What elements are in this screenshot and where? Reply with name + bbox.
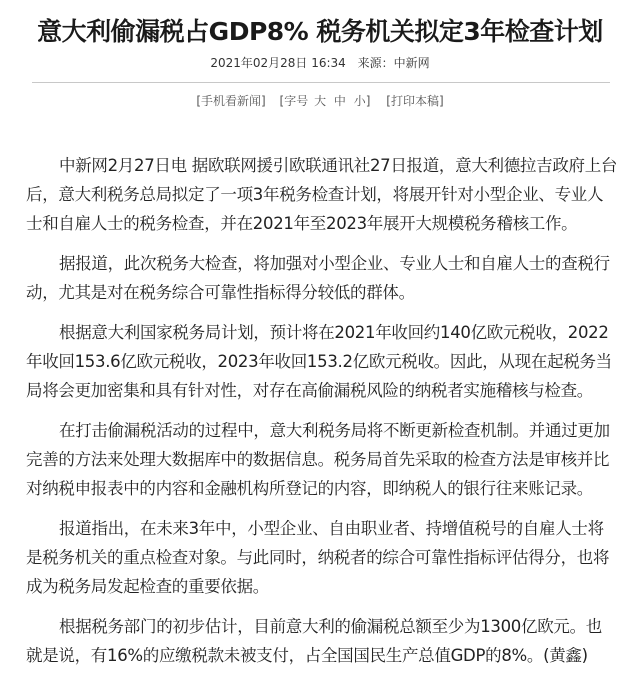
publish-date: 2021年02月28日 16:34 — [210, 56, 346, 70]
font-size-medium[interactable]: 中 — [333, 94, 346, 108]
divider — [32, 82, 610, 83]
paragraph: 据报道，此次税务大检查，将加强对小型企业、专业人士和自雇人士的查税行动，尤其是对在税务综合可靠性指标得分较低的群体。 — [26, 254, 610, 302]
article-toolbar — [0, 92, 640, 109]
article-source: 来源：中新网 — [357, 56, 430, 70]
article-title: 意大利偷漏税占GDP8% 税务机关拟定3年检查计划 — [37, 17, 603, 46]
font-size-small[interactable]: 小] — [353, 94, 371, 108]
article-meta — [0, 54, 640, 71]
font-size-label: [字号 — [279, 94, 309, 108]
mobile-news-link[interactable]: [手机看新闻] — [196, 94, 266, 108]
paragraph: 根据税务部门的初步估计，目前意大利的偷漏税总额至少为1300亿欧元。也就是说，有16%的应缴税款未被支付，占全国国民生产总值GDP的8%。(黄鑫) — [26, 617, 602, 665]
paragraph: 在打击偷漏税活动的过程中，意大利税务局将不断更新检查机制。并通过更加完善的方法来处理大数据库中的数据信息。税务局首先采取的检查方法是审核并比对纳税申报表中的内容和金融机构所登记的内容，即纳税人的银行往来账记录。 — [26, 421, 610, 498]
print-link[interactable]: [打印本稿] — [386, 94, 444, 108]
article-body — [26, 151, 618, 681]
paragraph: 中新网2月27日电 据欧联网援引欧联通讯社27日报道，意大利德拉吉政府上台后，意大利税务总局拟定了一项3年税务检查计划，将展开针对小型企业、专业人士和自雇人士的税务检查，并在2021年至2023年展开大规模税务稽核工作。 — [26, 156, 618, 233]
font-size-control — [280, 94, 377, 108]
paragraph: 根据意大利国家税务局计划，预计将在2021年收回约140亿欧元税收，2022年收回153.6亿欧元税收，2023年收回153.2亿欧元税收。因此，从现在起税务当局将会更加密集和具有针对性，对存在高偷漏税风险的纳税者实施稽核与检查。 — [26, 323, 612, 400]
paragraph: 报道指出，在未来3年中，小型企业、自由职业者、持增值税号的自雇人士将是税务机关的重点检查对象。与此同时，纳税者的综合可靠性指标评估得分，也将成为税务局发起检查的重要依据。 — [26, 519, 610, 596]
font-size-large[interactable]: 大 — [314, 94, 327, 108]
